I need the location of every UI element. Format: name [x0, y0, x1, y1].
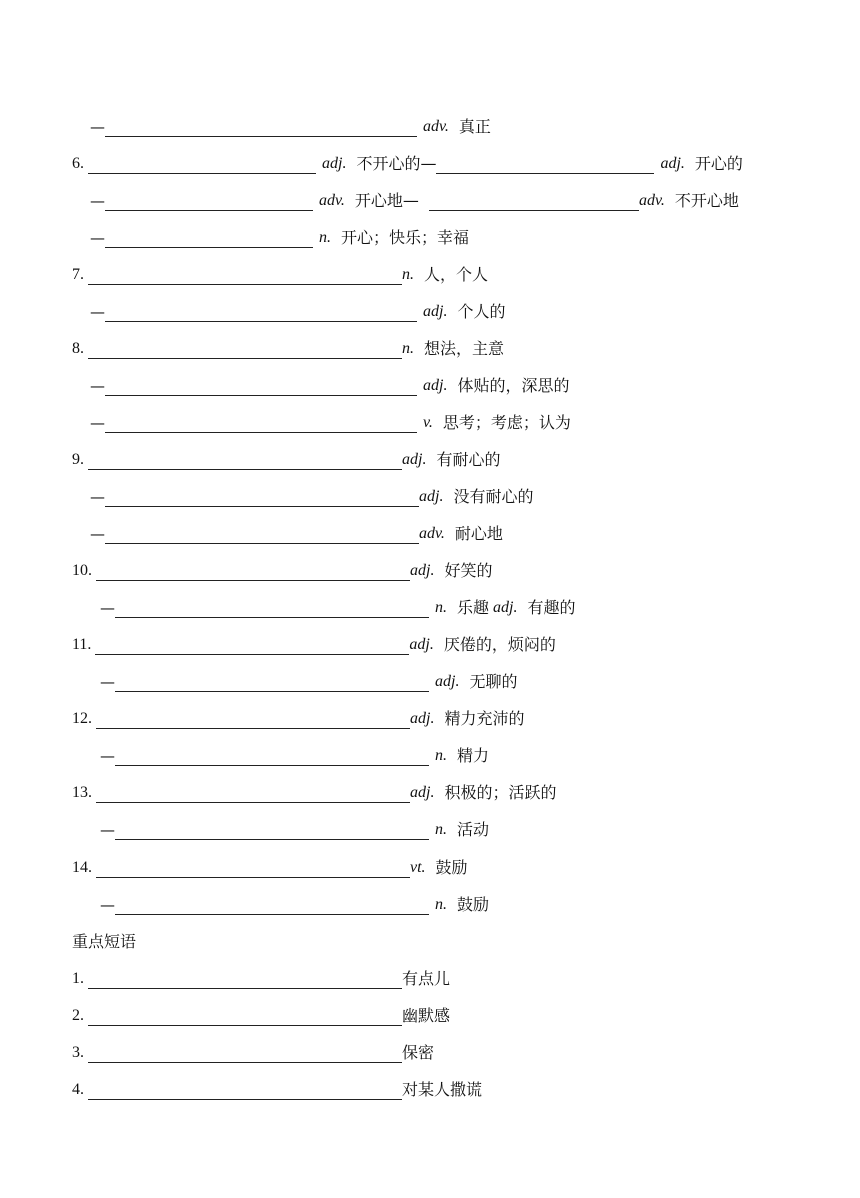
- item-number: 12.: [72, 710, 92, 727]
- section-title: 重点短语: [72, 932, 137, 951]
- part-of-speech: n.: [435, 896, 447, 913]
- derivation-dash: —: [100, 747, 115, 765]
- part-of-speech: adv.: [319, 192, 345, 209]
- meaning: 想法，主意: [424, 339, 505, 358]
- answer-blank[interactable]: [95, 636, 409, 655]
- answer-blank[interactable]: [88, 451, 402, 470]
- answer-blank[interactable]: [115, 673, 429, 692]
- answer-blank[interactable]: [105, 377, 417, 396]
- derivation-dash: —: [90, 377, 105, 395]
- derivation-dash: —: [90, 525, 105, 543]
- derivation-dash: —: [90, 118, 105, 136]
- meaning: 积极的；活跃的: [444, 783, 557, 802]
- vocab-row: [72, 551, 492, 581]
- item-number: 3.: [72, 1044, 84, 1061]
- vocab-row: [90, 514, 503, 544]
- vocab-row: [90, 218, 469, 248]
- answer-blank[interactable]: [96, 710, 410, 729]
- meaning: 鼓励: [435, 858, 468, 877]
- phrase-row: [72, 996, 450, 1026]
- meaning: 人，个人: [424, 265, 489, 284]
- part-of-speech: n.: [435, 747, 447, 764]
- part-of-speech: adv.: [638, 192, 665, 209]
- meaning: 厌倦的，烦闷的: [443, 635, 556, 654]
- meaning: 鼓励: [457, 895, 490, 914]
- meaning: 精力充沛的: [444, 709, 525, 728]
- part-of-speech: v.: [423, 414, 433, 431]
- vocab-row: [72, 625, 556, 655]
- part-of-speech: adj.: [423, 303, 448, 320]
- answer-blank[interactable]: [429, 192, 639, 211]
- vocab-row: [72, 848, 468, 878]
- answer-blank[interactable]: [105, 488, 419, 507]
- vocab-row: [100, 810, 489, 840]
- item-number: 13.: [72, 784, 92, 801]
- part-of-speech: adj.: [409, 636, 434, 653]
- answer-blank[interactable]: [88, 155, 316, 174]
- answer-blank[interactable]: [105, 414, 417, 433]
- answer-blank[interactable]: [115, 821, 429, 840]
- meaning: 幽默感: [402, 1006, 451, 1025]
- answer-blank[interactable]: [88, 1044, 402, 1063]
- vocab-row: [100, 736, 489, 766]
- answer-blank[interactable]: [88, 340, 402, 359]
- part-of-speech: adj.: [423, 377, 448, 394]
- meaning: 开心地—: [354, 191, 419, 210]
- part-of-speech: n.: [319, 229, 331, 246]
- meaning: 不开心地: [674, 191, 739, 210]
- vocab-row: [72, 773, 556, 803]
- vocab-row: [72, 699, 524, 729]
- phrase-row: [72, 959, 450, 989]
- vocab-row: [100, 662, 517, 692]
- derivation-dash: —: [90, 192, 105, 210]
- derivation-dash: —: [100, 673, 115, 691]
- item-number: 8.: [72, 340, 84, 357]
- meaning: 没有耐心的: [453, 487, 534, 506]
- answer-blank[interactable]: [88, 970, 402, 989]
- derivation-dash: —: [100, 599, 115, 617]
- meaning: 好笑的: [444, 561, 493, 580]
- answer-blank[interactable]: [88, 266, 402, 285]
- vocab-row: [90, 366, 569, 396]
- vocab-row: [90, 181, 739, 211]
- meaning: 不开心的—: [356, 154, 437, 173]
- part-of-speech: n.: [435, 599, 447, 616]
- part-of-speech: adj.: [493, 599, 518, 616]
- derivation-dash: —: [90, 303, 105, 321]
- item-number: 1.: [72, 970, 84, 987]
- derivation-dash: —: [90, 414, 105, 432]
- meaning: 开心；快乐；幸福: [341, 228, 470, 247]
- part-of-speech: adv.: [419, 525, 445, 542]
- answer-blank[interactable]: [115, 747, 429, 766]
- answer-blank[interactable]: [96, 859, 410, 878]
- vocab-row: [72, 144, 743, 174]
- meaning: 个人的: [457, 302, 506, 321]
- part-of-speech: vt.: [410, 859, 426, 876]
- vocab-row: [90, 107, 491, 137]
- meaning: 乐趣: [457, 598, 490, 617]
- vocab-row: [90, 292, 505, 322]
- part-of-speech: n.: [402, 266, 414, 283]
- answer-blank[interactable]: [105, 525, 419, 544]
- meaning: 有趣的: [527, 598, 576, 617]
- item-number: 10.: [72, 562, 92, 579]
- phrase-row: [72, 1033, 434, 1063]
- vocab-row: [90, 477, 533, 507]
- vocab-row: [100, 588, 575, 618]
- derivation-dash: —: [100, 896, 115, 914]
- derivation-dash: —: [90, 229, 105, 247]
- meaning: 思考；考虑；认为: [442, 413, 571, 432]
- answer-blank[interactable]: [436, 155, 654, 174]
- meaning: 对某人撒谎: [402, 1080, 483, 1099]
- part-of-speech: n.: [435, 821, 447, 838]
- item-number: 4.: [72, 1081, 84, 1098]
- derivation-dash: —: [90, 488, 105, 506]
- item-number: 11.: [72, 636, 92, 653]
- vocab-row: [72, 329, 504, 359]
- answer-blank[interactable]: [105, 192, 313, 211]
- answer-blank[interactable]: [88, 1007, 402, 1026]
- answer-blank[interactable]: [105, 118, 417, 137]
- meaning: 耐心地: [454, 524, 503, 543]
- part-of-speech: adv.: [423, 118, 449, 135]
- meaning: 有点儿: [402, 969, 451, 988]
- meaning: 有耐心的: [436, 450, 501, 469]
- derivation-dash: —: [100, 821, 115, 839]
- section-heading: [72, 922, 136, 952]
- meaning: 保密: [402, 1043, 435, 1062]
- vocab-row: [72, 440, 500, 470]
- answer-blank[interactable]: [96, 784, 410, 803]
- answer-blank[interactable]: [115, 599, 429, 618]
- vocab-row: [72, 255, 488, 285]
- answer-blank[interactable]: [88, 1081, 402, 1100]
- meaning: 活动: [457, 820, 490, 839]
- answer-blank[interactable]: [115, 896, 429, 915]
- answer-blank[interactable]: [105, 303, 417, 322]
- meaning: 开心的: [694, 154, 743, 173]
- part-of-speech: adj.: [410, 562, 435, 579]
- meaning: 体贴的，深思的: [457, 376, 570, 395]
- vocab-row: [100, 885, 489, 915]
- item-number: 2.: [72, 1007, 84, 1024]
- item-number: 14.: [72, 859, 92, 876]
- part-of-speech: adj.: [419, 488, 444, 505]
- meaning: 无聊的: [469, 672, 518, 691]
- phrase-row: [72, 1070, 482, 1100]
- part-of-speech: adj.: [410, 784, 435, 801]
- part-of-speech: adj.: [322, 155, 347, 172]
- part-of-speech: adj.: [660, 155, 685, 172]
- item-number: 6.: [72, 155, 84, 172]
- item-number: 7.: [72, 266, 84, 283]
- meaning: 精力: [457, 746, 490, 765]
- part-of-speech: adj.: [402, 451, 427, 468]
- item-number: 9.: [72, 451, 84, 468]
- part-of-speech: adj.: [410, 710, 435, 727]
- vocab-row: [90, 403, 571, 433]
- answer-blank[interactable]: [96, 562, 410, 581]
- part-of-speech: n.: [402, 340, 414, 357]
- meaning: 真正: [458, 117, 491, 136]
- part-of-speech: adj.: [435, 673, 460, 690]
- answer-blank[interactable]: [105, 229, 313, 248]
